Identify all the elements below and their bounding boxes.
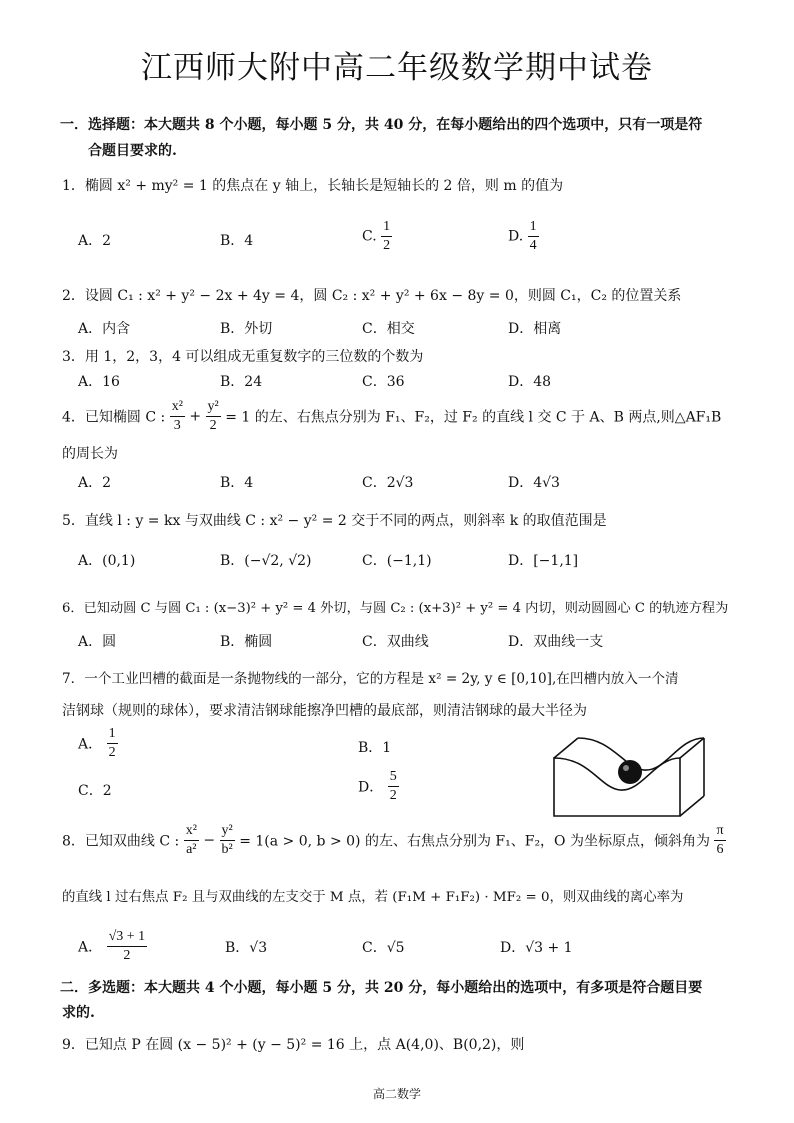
- q4-option-d: D．4√3: [508, 475, 560, 491]
- q7-option-c: C．2: [78, 783, 112, 799]
- section1-heading: 一．选择题：本大题共 8 个小题，每小题 5 分，共 40 分，在每小题给出的四个选项中，只有一项是符: [60, 117, 703, 133]
- question-8: 8．已知双曲线 C : $\frac{\text{x²}}{\text{a²}}$ − $\frac{\text{y²}}{\text{b²}}$ = 1(a > 0, b > 0) 的左、右焦点分别为 F₁、F₂，O 为坐标原点，倾斜角为 $\frac{\pi}{6}$: [62, 823, 724, 857]
- q3-option-c: C．36: [362, 374, 405, 390]
- q6-option-b: B．椭圆: [220, 634, 273, 650]
- question-7: 7．一个工业凹槽的截面是一条抛物线的一部分，它的方程是 x² = 2y, y ∈ [0,10],在凹槽内放入一个清: [62, 671, 679, 687]
- question-6: 6．已知动圆 C 与圆 C₁ : (x−3)² + y² = 4 外切，与圆 C₂ : (x+3)² + y² = 4 内切，则动圆圆心 C 的轨迹方程为: [62, 601, 729, 616]
- q1-option-a: A．2: [78, 233, 112, 249]
- q8-option-a: A． $\frac{√3 + 1}{2}$: [78, 929, 146, 963]
- q6-option-a: A．圆: [78, 634, 117, 650]
- q6-option-d: D．双曲线一支: [508, 634, 604, 650]
- q1-option-d: D. $\frac{1}{4}$: [508, 219, 537, 253]
- q7-option-a: A． $\frac{1}{2}$: [78, 726, 116, 760]
- q3-option-a: A．16: [78, 374, 120, 390]
- page-footer: 高二数学: [372, 1087, 421, 1101]
- q5-option-a: A．(0,1): [78, 553, 136, 569]
- page-title: 江西师大附中高二年级数学期中试卷: [141, 50, 653, 86]
- q1-option-b: B．4: [220, 233, 254, 249]
- question-1: 1．椭圆 x² + my² = 1 的焦点在 y 轴上，长轴长是短轴长的 2 倍，则 m 的值为: [62, 178, 564, 194]
- q4-option-a: A．2: [78, 475, 112, 491]
- question-7-cont: 洁钢球（规则的球体），要求清洁钢球能擦净凹槽的最底部，则清洁钢球的最大半径为: [62, 703, 587, 719]
- q2-option-c: C．相交: [362, 321, 415, 337]
- q2-option-b: B．外切: [220, 321, 273, 337]
- question-9: 9．已知点 P 在圆 (x − 5)² + (y − 5)² = 16 上，点 A(4,0)、B(0,2)，则: [62, 1037, 525, 1053]
- q8-option-c: C．√5: [362, 940, 405, 956]
- section2-heading-cont: 求的.: [62, 1005, 95, 1021]
- q8-option-b: B．√3: [225, 940, 268, 956]
- q5-option-d: D．[−1,1]: [508, 553, 579, 569]
- section1-heading-cont: 合题目要求的.: [88, 143, 177, 159]
- section2-heading: 二．多选题：本大题共 4 个小题，每小题 5 分，共 20 分，每小题给出的选项中，有多项是符合题目要: [60, 980, 703, 996]
- q1-option-c: C. $\frac{1}{2}$: [362, 219, 391, 253]
- steel-ball-icon: [618, 760, 642, 784]
- groove-figure: [550, 728, 730, 820]
- q4-option-b: B．4: [220, 475, 254, 491]
- question-8-cont: 的直线 l 过右焦点 F₂ 且与双曲线的左支交于 M 点，若 (F₁M + F₁F₂) · MF₂ = 0，则双曲线的离心率为: [62, 890, 684, 905]
- question-2: 2．设圆 C₁ : x² + y² − 2x + 4y = 4，圆 C₂ : x² + y² + 6x − 8y = 0，则圆 C₁，C₂ 的位置关系: [62, 288, 682, 304]
- q4-option-c: C．2√3: [362, 475, 414, 491]
- q5-option-b: B．(−√2, √2): [220, 553, 312, 569]
- question-4: 4．已知椭圆 C : $\frac{\text{x²}}{3}$ + $\frac{\text{y²}}{2}$ = 1 的左、右焦点分别为 F₁、F₂，过 F₂ 的直线 l 交 C 于 A、B 两点,则△AF₁B: [62, 399, 722, 433]
- q5-option-c: C．(−1,1): [362, 553, 432, 569]
- question-4-cont: 的周长为: [62, 446, 118, 462]
- q2-option-d: D．相离: [508, 321, 562, 337]
- q7-option-d: D． $\frac{5}{2}$: [358, 769, 397, 803]
- q3-option-d: D．48: [508, 374, 552, 390]
- q3-option-b: B．24: [220, 374, 263, 390]
- question-5: 5．直线 l : y = kx 与双曲线 C : x² − y² = 2 交于不同的两点，则斜率 k 的取值范围是: [62, 513, 607, 529]
- q8-option-d: D．√3 + 1: [500, 940, 573, 956]
- q7-option-b: B．1: [358, 740, 392, 756]
- q6-option-c: C．双曲线: [362, 634, 429, 650]
- q2-option-a: A．内含: [78, 321, 131, 337]
- question-3: 3．用 1，2，3，4 可以组成无重复数字的三位数的个数为: [62, 349, 424, 365]
